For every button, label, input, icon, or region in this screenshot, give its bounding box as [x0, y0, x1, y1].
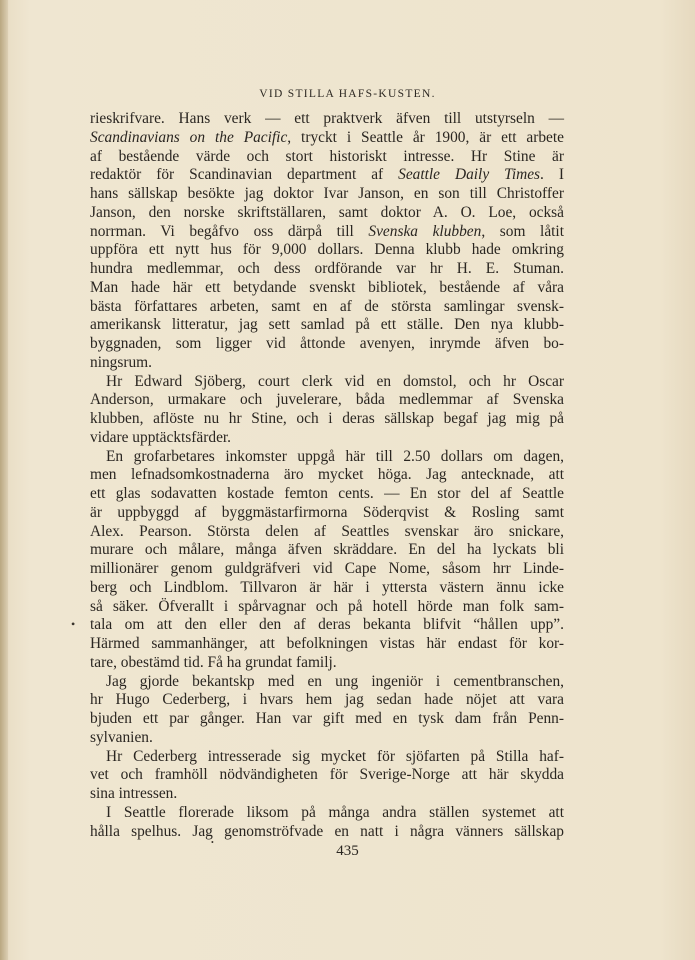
text-line: hr Hugo Cederberg, i hvars hem jag sedan hade nöjet att vara — [90, 691, 564, 709]
text-line: är uppbyggd af byggmästarfirmorna Söderqvist & Rosling samt — [90, 503, 564, 521]
text-line: så säker. Öfverallt i spårvagnar och på hotell hörde man folk sam- — [90, 597, 564, 615]
text-line: tala om att den eller den af deras bekanta blifvit “hållen upp”. — [90, 616, 564, 634]
text-line: hålla spelhus. Jag genomströfvade en natt i några vänners sällskap — [90, 822, 564, 840]
text-line: millionärer genom guldgräfveri vid Cape Nome, såsom hrr Linde- — [90, 560, 564, 577]
text-line: ett glas sodavatten kostade femton cents. — En stor del af Seattle — [90, 485, 564, 502]
text-line: rieskrifvare. Hans verk — ett praktverk äfven till utstyrseln — — [90, 110, 564, 127]
text-line: bjuden ett par gånger. Han var gift med en tysk dam från Penn- — [90, 710, 564, 727]
text-line: Janson, den norske skriftställaren, samt doktor A. O. Loe, också — [90, 203, 564, 221]
page-gutter — [0, 0, 8, 960]
text-line: vidare upptäcktsfärder. — [90, 428, 232, 446]
text-line: vet och framhöll nödvändigheten för Sverige-Norge att här skydda — [90, 766, 564, 784]
page-number: 435 — [336, 843, 359, 859]
text-line: uppföra ett nytt hus för 9,000 dollars. Denna klubb hade omkring — [90, 241, 564, 259]
text-line: af bestående värde och stort historiskt intresse. Hr Stine är — [90, 147, 564, 165]
text-line: I Seattle florerade liksom på många andra ställen systemet att — [106, 803, 564, 821]
ink-speck: • — [211, 838, 214, 847]
text-line: ningsrum. — [90, 353, 152, 371]
body-text — [90, 110, 564, 841]
text-line: Jag gjorde bekantskp med en ung ingeniör i cementbranschen, — [106, 672, 564, 690]
text-line: klubben, aflöste nu hr Stine, och i deras sällskap begaf jag mig på — [90, 410, 564, 427]
text-line: Anderson, urmakare och juvelerare, båda medlemmar af Svenska — [90, 391, 564, 409]
text-line: amerikansk litteratur, jag sett samlad på ett ställe. Den nya klubb- — [90, 316, 564, 334]
text-line: hundra medlemmar, och dess ordförande var hr H. E. Stuman. — [90, 260, 564, 277]
text-line: redaktör för Scandinavian department af Seattle Daily Times. I — [90, 166, 564, 184]
text-line: Alex. Pearson. Största delen af Seattles svenskar äro snickare, — [90, 522, 564, 540]
text-line: Hr Cederberg intresserade sig mycket för sjöfarten på Stilla haf- — [106, 747, 564, 765]
text-line: Man hade här ett betydande svenskt bibliotek, bestående af våra — [90, 278, 564, 296]
text-line: sina intressen. — [90, 785, 178, 802]
text-line: sylvanien. — [90, 728, 153, 746]
text-line: Härmed sammanhänger, att befolkningen vistas här endast för kor- — [90, 635, 564, 652]
text-line: byggnaden, som ligger vid åttonde avenyen, inrymde äfven bo- — [90, 335, 564, 352]
text-line: Hr Edward Sjöberg, court clerk vid en domstol, och hr Oscar — [106, 372, 564, 390]
running-head: VID STILLA HAFS-KUSTEN. — [259, 88, 436, 100]
text-line: men lefnadsomkostnaderna äro mycket höga. Jag antecknade, att — [90, 466, 564, 484]
margin-dot: • — [71, 617, 76, 631]
text-line: norrman. Vi begåfvo oss därpå till Svenska klubben, som låtit — [90, 222, 564, 240]
text-line: tare, obestämd tid. Få ha grundat familj. — [90, 653, 337, 671]
text-line: murare och målare, många äfven skräddare. En del ha lyckats bli — [90, 541, 564, 559]
text-line: hans sällskap besökte jag doktor Ivar Janson, en son till Christoffer — [90, 185, 564, 202]
text-line: Scandinavians on the Pacific, tryckt i Seattle år 1900, är ett arbete — [90, 128, 564, 146]
text-line: En grofarbetares inkomster uppgå här till 2.50 dollars om dagen, — [106, 447, 564, 465]
text-line: bästa författares arbeten, samt en af de största samlingar svensk- — [90, 297, 564, 315]
text-line: berg och Lindblom. Tillvaron är här i yttersta västern ännu icke — [90, 578, 564, 596]
